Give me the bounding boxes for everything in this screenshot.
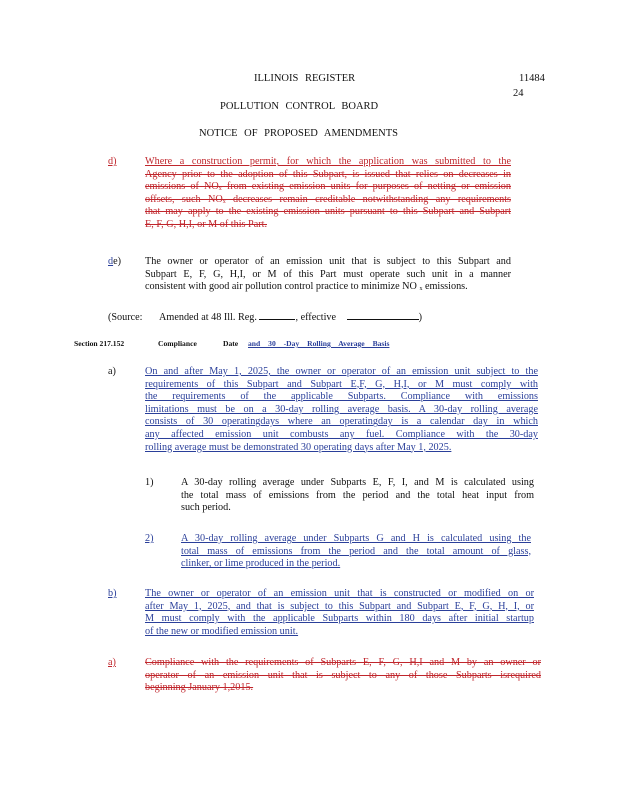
- old-item-a-line: operator of an emission unit that is subject to any of those Subparts isrequired: [145, 669, 541, 681]
- item-b-text: [145, 588, 534, 638]
- source-label: (Source:: [108, 312, 143, 323]
- item-1-line: such period.: [181, 502, 231, 514]
- notice-title: NOTICE OF PROPOSED AMENDMENTS: [199, 128, 398, 139]
- item-1-label: 1): [145, 477, 154, 488]
- item-d-line: E, F, G, H,I, or M of this Part.: [145, 218, 267, 230]
- source-effective: , effective: [295, 312, 337, 323]
- item-b-line: M must comply with the applicable Subparts within 180 days after initial startup: [145, 613, 534, 625]
- item-2-line: A 30-day rolling average under Subparts G and H is calculated using the: [181, 533, 531, 544]
- section-number: Section 217.152: [74, 339, 125, 348]
- effective-blank: [347, 309, 419, 320]
- item-de-label-d: d: [108, 256, 114, 267]
- item-d-line: emissions of NOₓ from existing emission units for purposes of netting or emission: [145, 181, 511, 193]
- source-amended: Amended at 48 Ill. Reg.: [159, 312, 257, 323]
- item-d-line: Where a construction permit, for which the application was submitted to the: [145, 156, 511, 167]
- source-line: [108, 309, 422, 325]
- item-b-line: of the new or modified emission unit.: [145, 625, 299, 637]
- section-title-inserted: and 30 -Day Rolling Average Basis: [248, 339, 390, 348]
- section-title-compliance: Compliance: [158, 339, 197, 348]
- source-close: ): [418, 312, 422, 323]
- page-sub-number: 24: [513, 88, 524, 99]
- old-item-a-line: Compliance with the requirements of Subparts E, F, G, H,I and M by an owner or: [145, 657, 541, 668]
- item-de-label-e: e): [113, 256, 122, 267]
- register-title: ILLINOIS REGISTER: [254, 73, 356, 84]
- item-de-text: [145, 256, 511, 294]
- item-1-line: the total mass of emissions from the period and the total heat input from: [181, 489, 534, 501]
- item-d-line: offsets, such NOₓ decreases remain creditable notwithstanding any requirements: [145, 193, 511, 205]
- item-de-label: [108, 256, 121, 269]
- reg-blank: [259, 309, 295, 320]
- item-a-line: consists of 30 operatingdays where an operatingday is a calendar day in which: [145, 416, 538, 428]
- item-a-text: [145, 366, 538, 454]
- item-a-label: a): [108, 366, 116, 377]
- old-item-a-text: [145, 657, 541, 695]
- item-d-text: [145, 156, 511, 232]
- item-a-line: any affected emission unit combusts any fuel. Compliance with the 30-day: [145, 428, 538, 440]
- item-d-line: that may apply to the existing emission units pursuant to this Subpart and Subpart: [145, 206, 511, 218]
- item-a-line: On and after May 1, 2025, the owner or operator of an emission unit subject to the: [145, 366, 538, 377]
- item-2-line: clinker, or lime produced in the period.: [181, 558, 341, 570]
- item-2-text: [181, 533, 531, 571]
- item-2-label: 2): [145, 533, 154, 544]
- item-b-label: b): [108, 588, 117, 599]
- page-number: 11484: [519, 73, 545, 84]
- item-d-label: d): [108, 156, 117, 167]
- item-de-line: consistent with good air pollution control practice to minimize NO ₓ emissions.: [145, 281, 468, 293]
- item-de-line: The owner or operator of an emission unit that is subject to this Subpart and: [145, 256, 511, 267]
- item-2-line: total mass of emissions from the period and the total amount of glass,: [181, 545, 531, 557]
- item-a-line: limitations must be on a 30-day rolling average basis. A 30-day rolling average: [145, 403, 538, 415]
- item-a-line: the requirements of the applicable Subparts. Compliance with emissions: [145, 391, 538, 403]
- board-title: POLLUTION CONTROL BOARD: [220, 101, 379, 112]
- item-de-line: Subpart E, F, G, H,I, or M of this Part must operate such unit in a manner: [145, 268, 511, 280]
- old-item-a-label: a): [108, 657, 116, 668]
- item-1-text: [181, 477, 534, 515]
- section-title-date: Date: [223, 339, 239, 348]
- item-a-line: rolling average must be demonstrated 30 operating days after May 1, 2025.: [145, 441, 452, 453]
- old-item-a-line: beginning January 1,2015.: [145, 682, 254, 694]
- item-b-line: The owner or operator of an emission unit that is constructed or modified on or: [145, 588, 534, 599]
- item-1-line: A 30-day rolling average under Subparts E, F, I, and M is calculated using: [181, 477, 534, 488]
- item-a-line: requirements of this Subpart and Subpart E,F, G, H,I, or M must comply with: [145, 378, 538, 390]
- item-d-line: Agency prior to the adoption of this Subpart, is issued that relies on decreases in: [145, 168, 511, 180]
- item-b-line: after May 1, 2025, and that is subject to this Subpart and Subpart E, F, G, H, I, or: [145, 600, 534, 612]
